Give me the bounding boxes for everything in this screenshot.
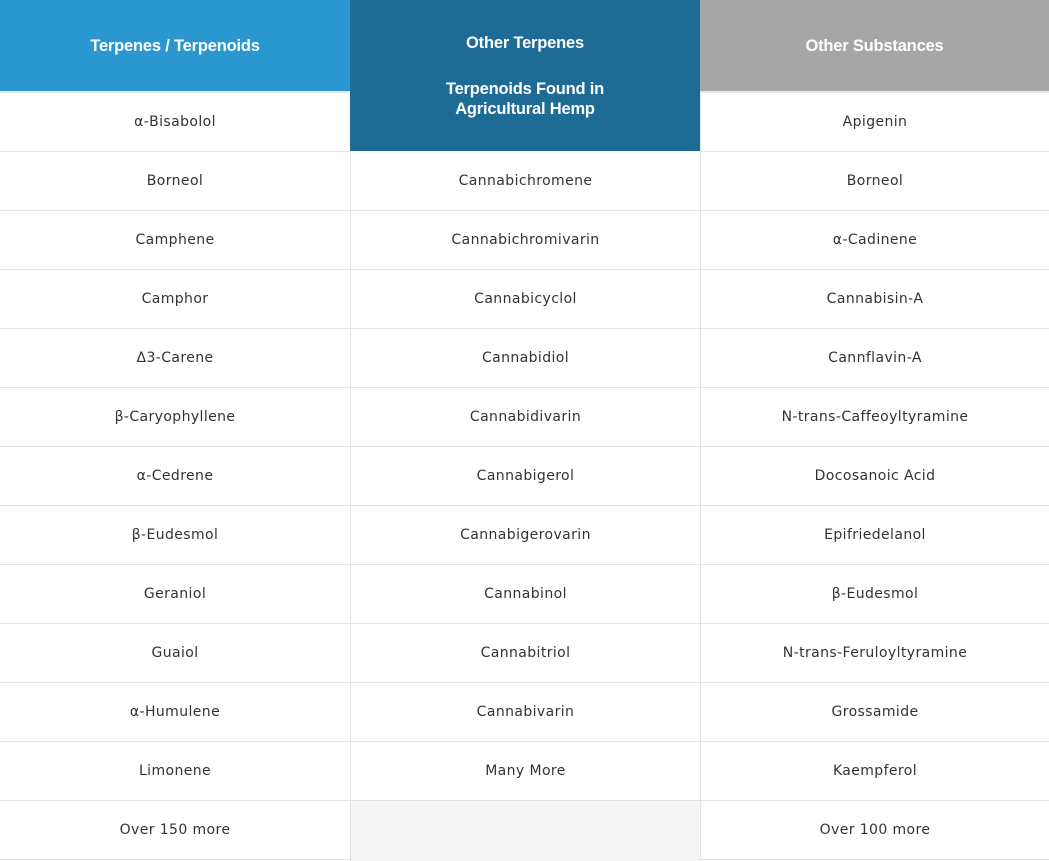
table-cell: Kaempferol bbox=[700, 742, 1049, 801]
table-cell: Cannabicyclol bbox=[350, 270, 700, 329]
table-cell: Cannabigerovarin bbox=[350, 506, 700, 565]
table-cell: Cannabigerol bbox=[350, 447, 700, 506]
column-header bbox=[0, 0, 350, 91]
table-cell: Cannflavin-A bbox=[700, 329, 1049, 388]
table-cell: N-trans-Feruloyltyramine bbox=[700, 624, 1049, 683]
column-header bbox=[350, 0, 700, 151]
column-header-subtitle: Terpenoids Found in Agricultural Hemp bbox=[445, 79, 605, 118]
table-cell: Borneol bbox=[700, 152, 1049, 211]
table-cell: Epifriedelanol bbox=[700, 506, 1049, 565]
table-cell: Cannabivarin bbox=[350, 683, 700, 742]
table-cell: Guaiol bbox=[0, 624, 350, 683]
table-cell: Borneol bbox=[0, 152, 350, 211]
table-cell: Limonene bbox=[0, 742, 350, 801]
table-cell: Geraniol bbox=[0, 565, 350, 624]
table-cell: α-Humulene bbox=[0, 683, 350, 742]
table-cell: Docosanoic Acid bbox=[700, 447, 1049, 506]
table-cell: Cannabitriol bbox=[350, 624, 700, 683]
table-cell: Over 150 more bbox=[0, 801, 350, 860]
table-cell: Cannabisin-A bbox=[700, 270, 1049, 329]
table-cell: Many More bbox=[350, 742, 700, 801]
table-cell: Apigenin bbox=[700, 93, 1049, 152]
table-cell: β-Eudesmol bbox=[700, 565, 1049, 624]
table-cell: Δ3-Carene bbox=[0, 329, 350, 388]
table-cell: Camphor bbox=[0, 270, 350, 329]
table-cell: β-Caryophyllene bbox=[0, 388, 350, 447]
column-header bbox=[700, 0, 1049, 91]
table-cell: Cannabidivarin bbox=[350, 388, 700, 447]
table-cell: β-Eudesmol bbox=[0, 506, 350, 565]
table-cell: α-Cedrene bbox=[0, 447, 350, 506]
column-header-title: Other Terpenes bbox=[466, 33, 584, 52]
table-cell: α-Bisabolol bbox=[0, 93, 350, 152]
column-header-title: Terpenes / Terpenoids bbox=[90, 36, 260, 55]
table-cell: α-Cadinene bbox=[700, 211, 1049, 270]
empty-cell bbox=[350, 801, 700, 861]
table-cell: Cannabichromene bbox=[350, 152, 700, 211]
table-cell: Cannabichromivarin bbox=[350, 211, 700, 270]
table-cell: Cannabinol bbox=[350, 565, 700, 624]
table-cell: Over 100 more bbox=[700, 801, 1049, 860]
column-header-title: Other Substances bbox=[805, 36, 944, 55]
table-cell: N-trans-Caffeoyltyramine bbox=[700, 388, 1049, 447]
table-cell: Cannabidiol bbox=[350, 329, 700, 388]
table-cell: Grossamide bbox=[700, 683, 1049, 742]
table-cell: Camphene bbox=[0, 211, 350, 270]
